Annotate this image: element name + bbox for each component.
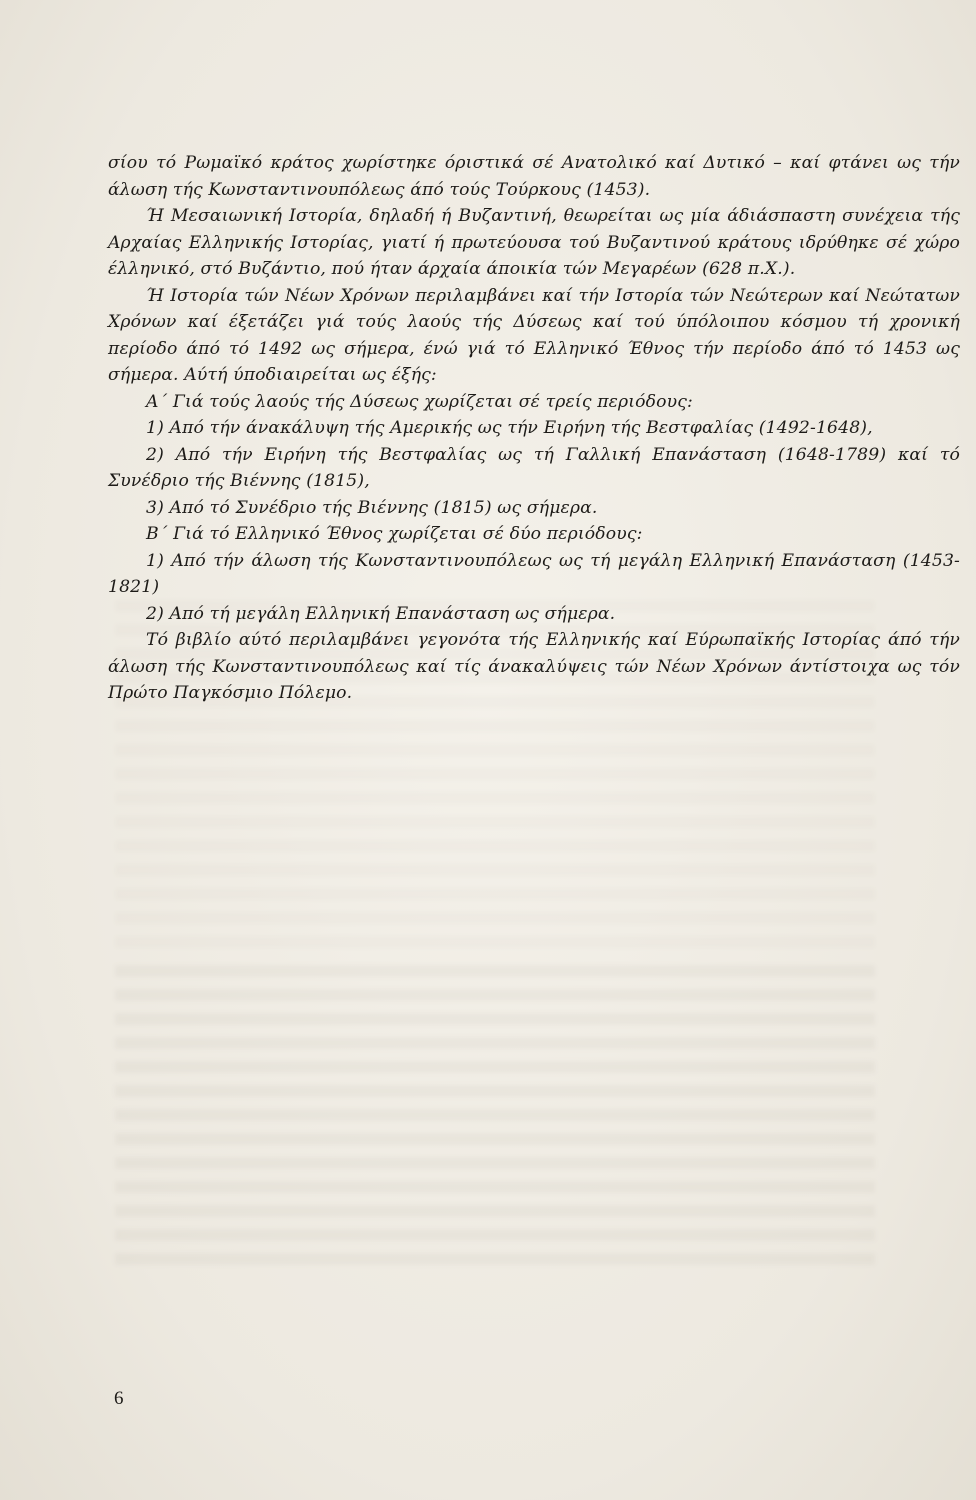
list-item-west-1: 1) Από τήν άνακάλυψη τής Αμερικής ως τήν Ειρήνη τής Βεστφαλίας (1492-1648),: [146, 418, 873, 438]
list-item-west-2: 2) Από τήν Ειρήνη τής Βεστφαλίας ως τή Γαλλική Επανάσταση (1648-1789) καί τό Συνέδριο τής Βιέννης (1815),: [108, 444, 960, 491]
bleed-through-shadow-lower: [115, 965, 875, 1265]
list-item-greek-2: 2) Από τή μεγάλη Ελληνική Επανάσταση ως σήμερα.: [146, 603, 616, 624]
heading-western-periods: Α΄ Γιά τούς λαούς τής Δύσεως χωρίζεται σέ τρείς περιόδους:: [146, 391, 693, 412]
paragraph-continuation: σίου τό Ρωμαϊκό κράτος χωρίστηκε όριστικά σέ Ανατολικό καί Δυτικό – καί φτάνει ως τήν άλωση τής Κωνσταντινουπόλεως άπό τούς Τούρκους (1453).: [108, 153, 960, 200]
page-number: 6: [114, 1388, 124, 1409]
paragraph-book-scope: Τό βιβλίο αύτό περιλαμβάνει γεγονότα τής Ελληνικής καί Εύρωπαϊκής Ιστορίας άπό τήν άλωση τής Κωνσταντινουπόλεως καί τίς άνακαλύψεις τών Νέων Χρόνων άντίστοιχα ως τόν Πρώτο Παγκόσμιο Πόλεμο.: [108, 630, 960, 703]
list-item-greek-1: 1) Από τήν άλωση τής Κωνσταντινουπόλεως ως τή μεγάλη Ελληνική Επανάσταση (1453-1821): [108, 550, 960, 597]
heading-greek-periods: Β΄ Γιά τό Ελληνικό Έθνος χωρίζεται σέ δύο περιόδους:: [146, 524, 643, 544]
list-item-west-3: 3) Από τό Συνέδριο τής Βιέννης (1815) ως σήμερα.: [146, 497, 598, 518]
paragraph-modern-history: Ή Ιστορία τών Νέων Χρόνων περιλαμβάνει καί τήν Ιστορία τών Νεώτερων καί Νεώτατων Χρόνων καί έξετάζει γιά τούς λαούς τής Δύσεως καί τού ύπόλοιπου κόσμου τή χρονική περίοδο άπό τό 1492 ως σήμερα, ένώ γιά τό Ελληνικό Έθνος τήν περίοδο άπό τό 1453 ως σήμερα. Αύτή ύποδιαιρείται ως έξής:: [108, 285, 960, 385]
paragraph-medieval-history: Ή Μεσαιωνική Ιστορία, δηλαδή ή Βυζαντινή, θεωρείται ως μία άδιάσπαστη συνέχεια τής Αρχαίας Ελληνικής Ιστορίας, γιατί ή πρωτεύουσα τού Βυζαντινού κράτους ιδρύθηκε σέ χώρο έλληνικό, στό Βυζάντιο, πού ήταν άρχαία άποικία τών Μεγαρέων (628 π.Χ.).: [108, 206, 960, 279]
body-text: [108, 150, 960, 707]
